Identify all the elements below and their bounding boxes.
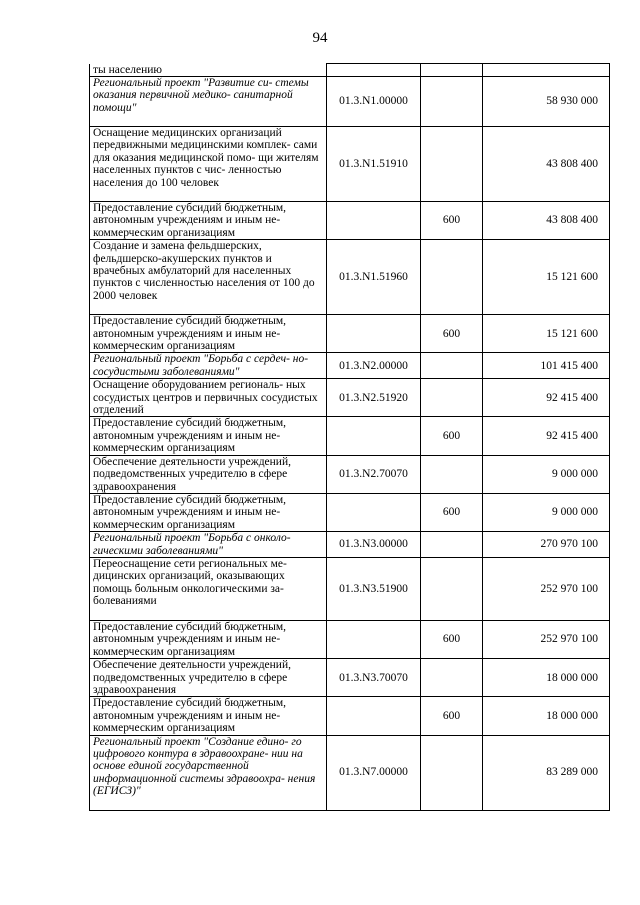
name-cell: Региональный проект "Развитие си- стемы оказания первичной медико- санитарной помощи" bbox=[90, 77, 327, 127]
expense-type-cell: 600 bbox=[421, 697, 483, 735]
expense-type-cell bbox=[421, 659, 483, 697]
name-cell: Региональный проект "Создание едино- го цифрового контура в здравоохране- нии на основе единой государственной информационной системы здравоохра- нения (ЕГИСЗ)" bbox=[90, 735, 327, 810]
project-row bbox=[90, 532, 610, 558]
amount-cell: 58 930 000 bbox=[483, 77, 610, 127]
code-cell: 01.3.N2.00000 bbox=[327, 353, 421, 379]
table-row bbox=[90, 315, 610, 353]
amount-cell: 92 415 400 bbox=[483, 379, 610, 417]
project-row bbox=[90, 735, 610, 810]
amount-cell: 92 415 400 bbox=[483, 417, 610, 455]
name-cell: Обеспечение деятельности учреждений, подведомственных учредителю в сфере здравоохранения bbox=[90, 659, 327, 697]
table-row bbox=[90, 493, 610, 531]
name-cell: Предоставление субсидий бюджетным, автономным учреждениям и иным не- коммерческим организациям bbox=[90, 315, 327, 353]
code-cell: 01.3.N2.51920 bbox=[327, 379, 421, 417]
name-cell: Региональный проект "Борьба с сердеч- но-сосудистыми заболеваниями" bbox=[90, 353, 327, 379]
amount-cell: 43 808 400 bbox=[483, 202, 610, 240]
amount-cell: 9 000 000 bbox=[483, 455, 610, 493]
expense-type-cell bbox=[421, 77, 483, 127]
project-row bbox=[90, 353, 610, 379]
amount-cell: 18 000 000 bbox=[483, 659, 610, 697]
name-cell: Обеспечение деятельности учреждений, подведомственных учредителю в сфере здравоохранения bbox=[90, 455, 327, 493]
amount-cell bbox=[483, 64, 610, 77]
amount-cell: 18 000 000 bbox=[483, 697, 610, 735]
expense-type-cell bbox=[421, 127, 483, 202]
code-cell bbox=[327, 417, 421, 455]
amount-cell: 252 970 100 bbox=[483, 557, 610, 620]
expense-type-cell: 600 bbox=[421, 620, 483, 658]
table-row bbox=[90, 697, 610, 735]
name-cell: Предоставление субсидий бюджетным, автономным учреждениям и иным не- коммерческим организациям bbox=[90, 202, 327, 240]
page-number: 94 bbox=[312, 30, 328, 46]
amount-cell: 15 121 600 bbox=[483, 240, 610, 315]
name-cell: ты населению bbox=[90, 64, 327, 77]
code-cell: 01.3.N1.51910 bbox=[327, 127, 421, 202]
name-cell: Предоставление субсидий бюджетным, автономным учреждениям и иным не- коммерческим организациям bbox=[90, 493, 327, 531]
code-cell: 01.3.N3.51900 bbox=[327, 557, 421, 620]
code-cell: 01.3.N3.70070 bbox=[327, 659, 421, 697]
table-row bbox=[90, 417, 610, 455]
name-cell: Оснащение медицинских организаций передвижными медицинскими комплек- сами для оказания медицинской помо- щи жителям населенных пунктов с чис- ленностью населения до 100 человек bbox=[90, 127, 327, 202]
expense-type-cell: 600 bbox=[421, 493, 483, 531]
table-row bbox=[90, 455, 610, 493]
expense-type-cell: 600 bbox=[421, 417, 483, 455]
budget-table-body bbox=[90, 64, 610, 811]
amount-cell: 101 415 400 bbox=[483, 353, 610, 379]
table-row bbox=[90, 659, 610, 697]
code-cell bbox=[327, 202, 421, 240]
name-cell: Предоставление субсидий бюджетным, автономным учреждениям и иным не- коммерческим организациям bbox=[90, 620, 327, 658]
table-row bbox=[90, 240, 610, 315]
code-cell: 01.3.N3.00000 bbox=[327, 532, 421, 558]
expense-type-cell bbox=[421, 455, 483, 493]
name-cell: Оснащение оборудованием региональ- ных сосудистых центров и первичных сосудистых отделений bbox=[90, 379, 327, 417]
name-cell: Региональный проект "Борьба с онколо- гическими заболеваниями" bbox=[90, 532, 327, 558]
code-cell bbox=[327, 620, 421, 658]
amount-cell: 252 970 100 bbox=[483, 620, 610, 658]
expense-type-cell bbox=[421, 379, 483, 417]
table-row bbox=[90, 620, 610, 658]
code-cell bbox=[327, 315, 421, 353]
expense-type-cell bbox=[421, 64, 483, 77]
table-row bbox=[90, 64, 610, 77]
expense-type-cell bbox=[421, 353, 483, 379]
project-row bbox=[90, 77, 610, 127]
code-cell bbox=[327, 64, 421, 77]
name-cell: Создание и замена фельдшерских, фельдшерско-акушерских пунктов и врачебных амбулаторий для населенных пунктов с численностью населения от 100 до 2000 человек bbox=[90, 240, 327, 315]
code-cell bbox=[327, 493, 421, 531]
expense-type-cell: 600 bbox=[421, 315, 483, 353]
amount-cell: 9 000 000 bbox=[483, 493, 610, 531]
amount-cell: 270 970 100 bbox=[483, 532, 610, 558]
table-row bbox=[90, 557, 610, 620]
code-cell: 01.3.N7.00000 bbox=[327, 735, 421, 810]
table-row bbox=[90, 202, 610, 240]
code-cell: 01.3.N1.00000 bbox=[327, 77, 421, 127]
table-row bbox=[90, 127, 610, 202]
expense-type-cell: 600 bbox=[421, 202, 483, 240]
code-cell: 01.3.N2.70070 bbox=[327, 455, 421, 493]
expense-type-cell bbox=[421, 735, 483, 810]
expense-type-cell bbox=[421, 557, 483, 620]
code-cell: 01.3.N1.51960 bbox=[327, 240, 421, 315]
name-cell: Предоставление субсидий бюджетным, автономным учреждениям и иным не- коммерческим организациям bbox=[90, 697, 327, 735]
name-cell: Переоснащение сети региональных ме- дицинских организаций, оказывающих помощь больным онкологическими за- болеваниями bbox=[90, 557, 327, 620]
expense-type-cell bbox=[421, 240, 483, 315]
amount-cell: 15 121 600 bbox=[483, 315, 610, 353]
code-cell bbox=[327, 697, 421, 735]
expense-type-cell bbox=[421, 532, 483, 558]
table-row bbox=[90, 379, 610, 417]
name-cell: Предоставление субсидий бюджетным, автономным учреждениям и иным не- коммерческим организациям bbox=[90, 417, 327, 455]
amount-cell: 83 289 000 bbox=[483, 735, 610, 810]
amount-cell: 43 808 400 bbox=[483, 127, 610, 202]
budget-table bbox=[89, 63, 610, 811]
